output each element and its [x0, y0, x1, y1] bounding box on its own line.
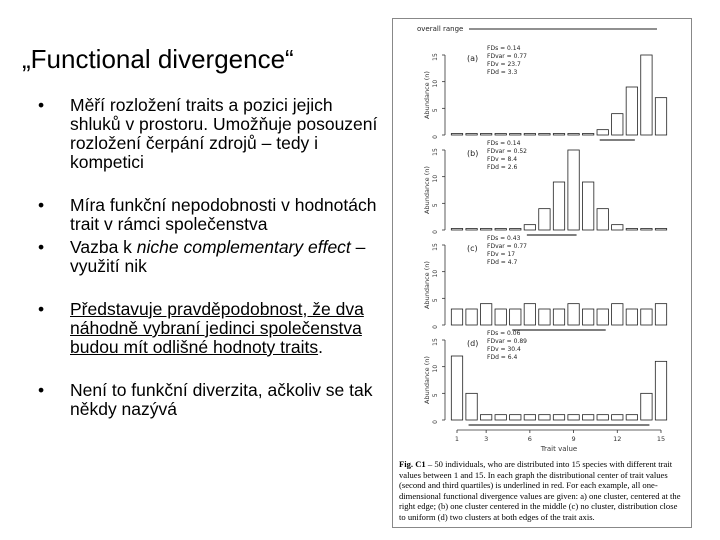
bar: [626, 87, 637, 135]
bar: [597, 209, 608, 230]
bar: [466, 393, 477, 420]
x-tick-label: 9: [571, 435, 576, 443]
bar: [582, 415, 593, 420]
y-tick-label: 5: [432, 203, 439, 208]
y-axis-title: Abundance (n): [423, 71, 431, 119]
panel-letter: (b): [467, 149, 479, 158]
bar: [597, 309, 608, 325]
y-tick-label: 15: [432, 338, 439, 346]
panel-letter: (a): [467, 54, 479, 63]
y-tick-label: 15: [432, 148, 439, 156]
bar: [510, 229, 521, 231]
stat-label: FDvar = 0.77: [487, 243, 527, 250]
figure-panel: [392, 18, 692, 528]
bar: [597, 130, 608, 135]
bar: [480, 415, 491, 420]
bar: [495, 134, 506, 136]
bar: [582, 182, 593, 230]
bullet-5-text: Není to funkční diverzita, ačkoliv se tak někdy nazývá: [70, 380, 373, 419]
bar: [539, 415, 550, 420]
y-tick-label: 15: [432, 53, 439, 61]
x-axis-title: Trait value: [540, 445, 578, 453]
y-axis-title: Abundance (n): [423, 356, 431, 404]
bar: [568, 150, 579, 230]
bar: [524, 415, 535, 420]
x-tick-label: 3: [484, 435, 489, 443]
y-tick-label: 5: [432, 298, 439, 303]
stat-label: FDs = 0.14: [487, 45, 521, 52]
bar: [466, 229, 477, 231]
bar: [451, 229, 462, 231]
x-tick-label: 12: [613, 435, 622, 443]
y-tick-label: 0: [432, 230, 439, 234]
panel-letter: (d): [467, 339, 479, 348]
y-tick-label: 5: [432, 393, 439, 398]
y-tick-label: 10: [432, 269, 439, 278]
bar: [626, 415, 637, 420]
slide-title: „Functional divergence“: [22, 44, 294, 74]
y-tick-label: 0: [432, 420, 439, 424]
bar: [451, 309, 462, 325]
bullet-3-post: – využití nik: [70, 237, 366, 276]
overall-range-label: overall range: [417, 25, 464, 33]
y-axis-title: Abundance (n): [423, 261, 431, 309]
bar: [641, 55, 652, 135]
y-tick-label: 0: [432, 135, 439, 139]
bullet-4-text: Představuje pravděpodobnost, že dva náhodně vybraní jedinci společenstva budou mít odlišné hodnoty traits: [70, 299, 364, 357]
bullet-1-text: Měří rozložení traits a pozici jejich shluků v prostoru. Umožňuje posouzení rozložení čerpání zdrojů – tedy i kompetici: [70, 95, 378, 172]
bar: [539, 209, 550, 230]
bar: [495, 415, 506, 420]
y-tick-label: 0: [432, 325, 439, 329]
bar: [524, 304, 535, 325]
stat-label: FDs = 0.14: [487, 140, 521, 147]
bar: [612, 225, 623, 230]
x-tick-label: 15: [656, 435, 666, 443]
bar: [655, 304, 666, 325]
bar: [480, 304, 491, 325]
bar: [612, 415, 623, 420]
bar: [612, 304, 623, 325]
stat-label: FDv = 30.4: [487, 346, 521, 353]
stat-label: FDs = 0.43: [487, 235, 521, 242]
panel-letter: (c): [467, 244, 478, 253]
bar: [655, 98, 666, 135]
bar: [655, 361, 666, 420]
bar: [553, 182, 564, 230]
bullet-3-pre: Vazba k: [70, 237, 137, 257]
stat-label: FDs = 0.06: [487, 330, 521, 337]
bar: [510, 309, 521, 325]
bar: [568, 304, 579, 325]
bar: [539, 134, 550, 136]
bar: [597, 415, 608, 420]
bar: [553, 134, 564, 136]
bar: [568, 134, 579, 136]
bar: [480, 229, 491, 231]
bar: [524, 225, 535, 230]
y-tick-label: 5: [432, 108, 439, 113]
bar: [626, 229, 637, 231]
bar: [612, 114, 623, 135]
y-tick-label: 10: [432, 364, 439, 373]
stat-label: FDv = 23.7: [487, 61, 521, 68]
caption-head: Fig. C1: [399, 459, 426, 469]
bar: [451, 134, 462, 136]
y-axis-title: Abundance (n): [423, 166, 431, 214]
bar: [510, 415, 521, 420]
stat-label: FDd = 4.7: [487, 259, 518, 266]
caption-body: – 50 individuals, who are distributed into 15 species with different trait values between 1 and 15. In each graph the distributional center of trait values (second and third quartiles) is underlined in red. For each example, all one-dimensional functional divergence values are given: a) one cluster, centered at the right edge; (b) one cluster centered in the middle (c) no cluster, distribution close to uniform (d) two clusters at both edges of the trait axis.: [399, 459, 681, 522]
x-tick-label: 1: [454, 435, 460, 443]
bullet-1: [38, 96, 378, 172]
bar: [480, 134, 491, 136]
bar: [510, 134, 521, 136]
bullet-4: [38, 300, 378, 357]
stat-label: FDvar = 0.52: [487, 148, 527, 155]
bar: [582, 134, 593, 136]
bar: [626, 309, 637, 325]
stat-label: FDd = 3.3: [487, 69, 518, 76]
bullet-list: [38, 96, 378, 419]
stat-label: FDv = 8.4: [487, 156, 518, 163]
stat-label: FDd = 2.6: [487, 164, 518, 171]
bar: [641, 229, 652, 231]
bullet-5: [38, 381, 378, 419]
bar: [553, 415, 564, 420]
stat-label: FDvar = 0.89: [487, 338, 527, 345]
bar: [466, 134, 477, 136]
x-tick-label: 6: [527, 435, 532, 443]
bar: [495, 309, 506, 325]
bar: [655, 229, 666, 231]
stat-label: FDvar = 0.77: [487, 53, 527, 60]
bar: [582, 309, 593, 325]
bullet-2-text: Míra funkční nepodobnosti v hodnotách trait v rámci společenstva: [70, 195, 377, 234]
bullet-3-italic: niche complementary effect: [136, 237, 351, 257]
bar: [495, 229, 506, 231]
bar: [451, 356, 462, 420]
stat-label: FDv = 17: [487, 251, 516, 258]
bar: [568, 415, 579, 420]
figure-caption: [399, 459, 685, 523]
y-tick-label: 10: [432, 174, 439, 183]
bar: [641, 393, 652, 420]
histogram-figure: [393, 19, 691, 459]
bar: [553, 309, 564, 325]
bullet-2: [38, 196, 378, 234]
bullet-3: [38, 238, 378, 276]
stat-label: FDd = 6.4: [487, 354, 518, 361]
y-tick-label: 15: [432, 243, 439, 251]
bar: [466, 309, 477, 325]
bar: [524, 134, 535, 136]
bar: [539, 309, 550, 325]
y-tick-label: 10: [432, 79, 439, 88]
bar: [641, 309, 652, 325]
bullet-4-suffix: .: [318, 337, 323, 357]
